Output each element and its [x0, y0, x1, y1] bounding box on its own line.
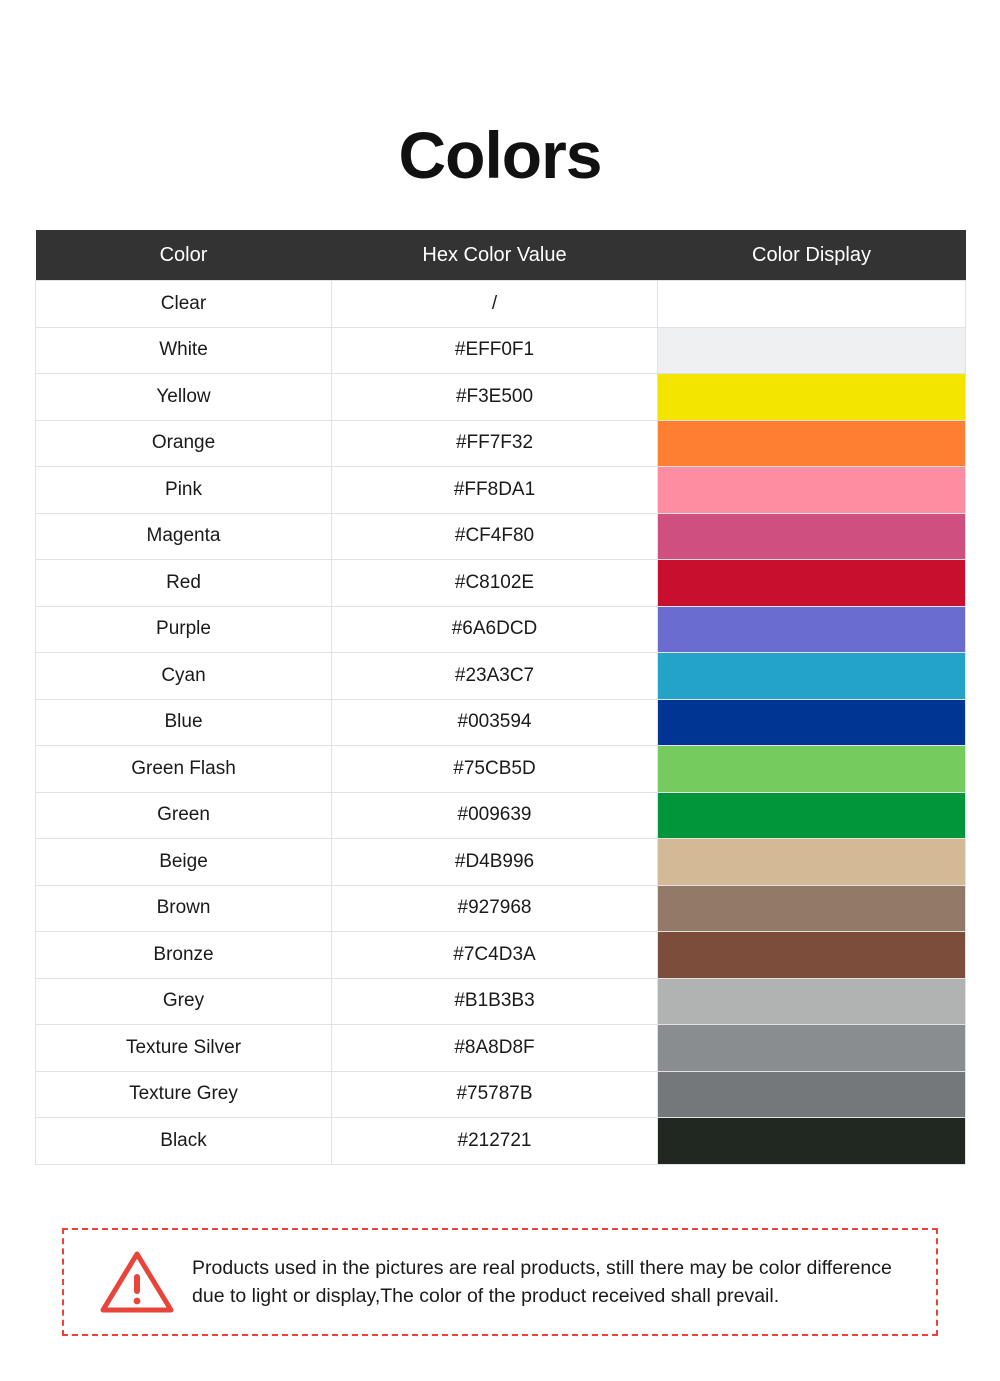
color-swatch: [658, 932, 965, 978]
color-swatch-cell: [658, 653, 966, 700]
color-swatch-cell: [658, 792, 966, 839]
color-swatch: [658, 514, 965, 560]
table-row: [36, 281, 966, 328]
color-name-cell: Magenta: [36, 513, 332, 560]
hex-value-cell: /: [332, 281, 658, 328]
color-swatch: [658, 328, 965, 374]
table-row: [36, 606, 966, 653]
color-name-cell: Red: [36, 560, 332, 607]
color-swatch: [658, 700, 965, 746]
hex-value-cell: #C8102E: [332, 560, 658, 607]
color-name-cell: Blue: [36, 699, 332, 746]
color-swatch: [658, 1072, 965, 1118]
color-swatch: [658, 979, 965, 1025]
color-swatch: [658, 793, 965, 839]
table-row: [36, 746, 966, 793]
hex-value-cell: #CF4F80: [332, 513, 658, 560]
color-swatch-cell: [658, 606, 966, 653]
color-swatch-cell: [658, 281, 966, 328]
color-swatch-cell: [658, 839, 966, 886]
table-row: [36, 885, 966, 932]
color-swatch: [658, 467, 965, 513]
color-name-cell: Purple: [36, 606, 332, 653]
color-swatch-cell: [658, 699, 966, 746]
color-name-cell: Pink: [36, 467, 332, 514]
table-row: [36, 420, 966, 467]
hex-value-cell: #EFF0F1: [332, 327, 658, 374]
color-swatch-cell: [658, 1118, 966, 1165]
hex-value-cell: #6A6DCD: [332, 606, 658, 653]
color-swatch: [658, 281, 965, 327]
table-row: [36, 653, 966, 700]
color-swatch-cell: [658, 374, 966, 421]
color-name-cell: Texture Grey: [36, 1071, 332, 1118]
color-name-cell: Grey: [36, 978, 332, 1025]
hex-value-cell: #009639: [332, 792, 658, 839]
color-swatch-cell: [658, 327, 966, 374]
color-swatch-cell: [658, 1071, 966, 1118]
colors-table-container: [35, 230, 965, 1165]
colors-table: [35, 230, 966, 1165]
table-header: [36, 230, 966, 281]
color-swatch-cell: [658, 560, 966, 607]
hex-value-cell: #212721: [332, 1118, 658, 1165]
hex-value-cell: #FF7F32: [332, 420, 658, 467]
color-name-cell: Beige: [36, 839, 332, 886]
color-swatch-cell: [658, 885, 966, 932]
color-name-cell: White: [36, 327, 332, 374]
color-swatch: [658, 607, 965, 653]
table-row: [36, 792, 966, 839]
color-swatch-cell: [658, 932, 966, 979]
color-swatch: [658, 374, 965, 420]
color-name-cell: Cyan: [36, 653, 332, 700]
table-row: [36, 374, 966, 421]
hex-value-cell: #23A3C7: [332, 653, 658, 700]
color-swatch: [658, 421, 965, 467]
color-swatch-cell: [658, 746, 966, 793]
column-header-display: Color Display: [658, 230, 966, 281]
color-name-cell: Clear: [36, 281, 332, 328]
table-row: [36, 467, 966, 514]
color-name-cell: Orange: [36, 420, 332, 467]
table-row: [36, 560, 966, 607]
warning-triangle-icon: [82, 1250, 192, 1314]
color-swatch: [658, 653, 965, 699]
table-row: [36, 839, 966, 886]
color-swatch: [658, 746, 965, 792]
hex-value-cell: #927968: [332, 885, 658, 932]
color-swatch-cell: [658, 467, 966, 514]
table-row: [36, 1025, 966, 1072]
color-name-cell: Bronze: [36, 932, 332, 979]
table-row: [36, 327, 966, 374]
column-header-color: Color: [36, 230, 332, 281]
page-title: Colors: [398, 118, 602, 192]
color-swatch: [658, 1025, 965, 1071]
hex-value-cell: #75787B: [332, 1071, 658, 1118]
table-row: [36, 932, 966, 979]
color-swatch-cell: [658, 513, 966, 560]
table-header-row: [36, 230, 966, 281]
hex-value-cell: #B1B3B3: [332, 978, 658, 1025]
color-name-cell: Green Flash: [36, 746, 332, 793]
hex-value-cell: #7C4D3A: [332, 932, 658, 979]
color-swatch: [658, 886, 965, 932]
hex-value-cell: #8A8D8F: [332, 1025, 658, 1072]
color-swatch-cell: [658, 1025, 966, 1072]
hex-value-cell: #FF8DA1: [332, 467, 658, 514]
color-name-cell: Brown: [36, 885, 332, 932]
table-row: [36, 1071, 966, 1118]
table-body: [36, 281, 966, 1165]
hex-value-cell: #003594: [332, 699, 658, 746]
hex-value-cell: #75CB5D: [332, 746, 658, 793]
hex-value-cell: #D4B996: [332, 839, 658, 886]
color-name-cell: Texture Silver: [36, 1025, 332, 1072]
column-header-hex: Hex Color Value: [332, 230, 658, 281]
hex-value-cell: #F3E500: [332, 374, 658, 421]
color-swatch-cell: [658, 420, 966, 467]
disclaimer-text: Products used in the pictures are real products, still there may be color difference due to light or display,The color of the product received shall prevail.: [192, 1256, 892, 1307]
table-row: [36, 699, 966, 746]
table-row: [36, 978, 966, 1025]
color-swatch-cell: [658, 978, 966, 1025]
color-name-cell: Black: [36, 1118, 332, 1165]
color-swatch: [658, 839, 965, 885]
disclaimer-notice: [62, 1228, 938, 1336]
table-row: [36, 1118, 966, 1165]
color-swatch: [658, 1118, 965, 1164]
color-name-cell: Yellow: [36, 374, 332, 421]
color-name-cell: Green: [36, 792, 332, 839]
color-swatch: [658, 560, 965, 606]
table-row: [36, 513, 966, 560]
